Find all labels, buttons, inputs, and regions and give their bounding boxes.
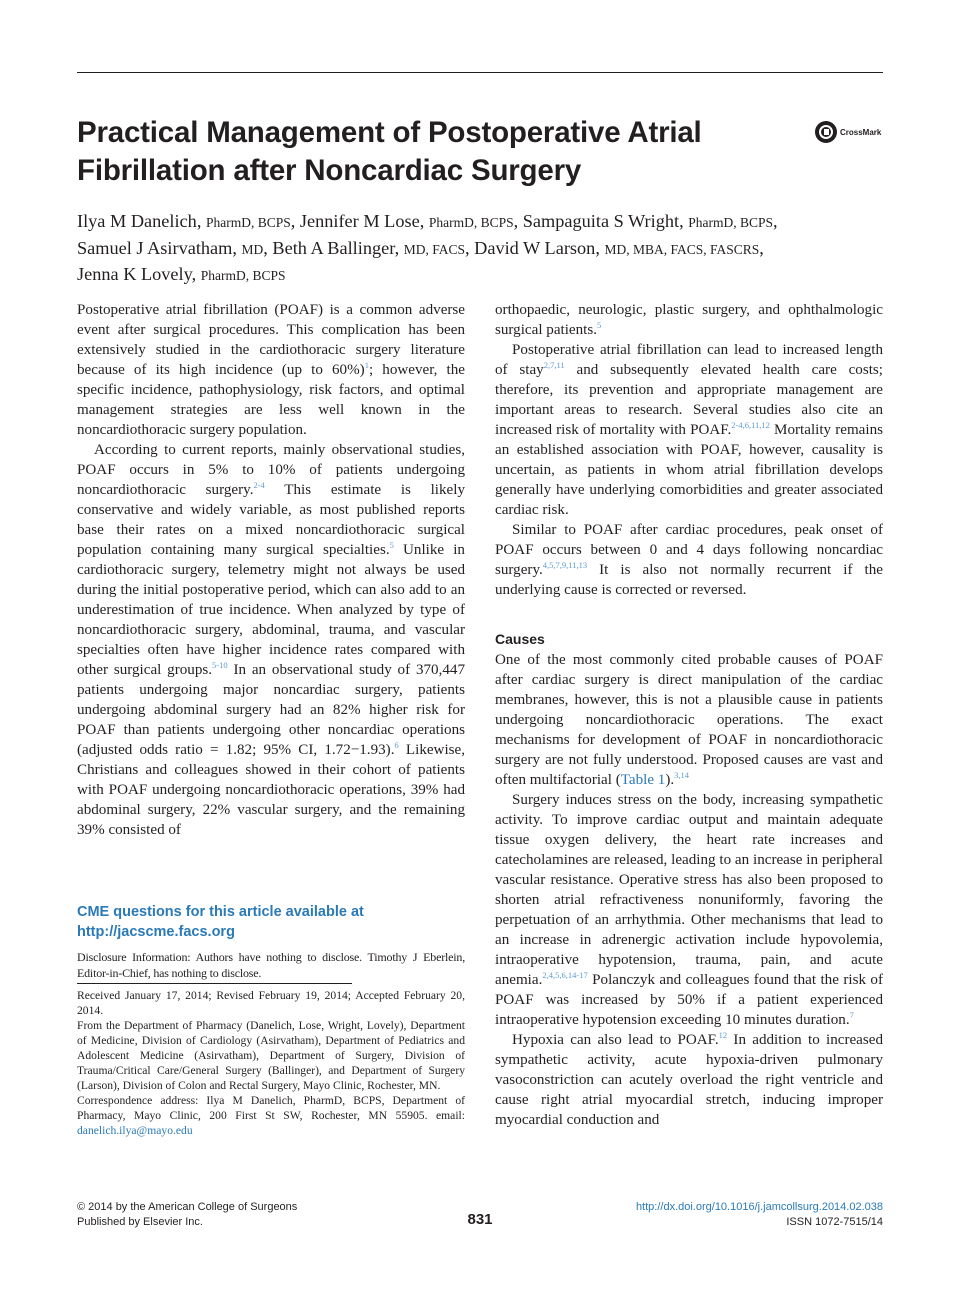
citation[interactable]: 4,5,7,9,11,13 bbox=[542, 559, 588, 570]
crossmark-badge[interactable] bbox=[815, 121, 881, 143]
section-heading-causes: Causes bbox=[495, 631, 545, 647]
citation[interactable]: 5 bbox=[597, 319, 602, 330]
paragraph: Hypoxia can also lead to POAF.$^{12}$ In addition to increased sympathetic activity, acute hypoxia-driven pulmonary vasoconstriction can acutely overload the right ventricle and cause right atrial myocardial stretch, inducing improper myocardial conduction and bbox=[495, 1029, 883, 1128]
paragraph: Surgery induces stress on the body, increasing sympathetic activity. To improve cardiac output and maintain adequate tissue oxygen delivery, the heart rate increases and catecholamines are released, leading to an increase in peripheral vascular resistance. Operative stress has also been proposed to shorten atrial refractiveness nonuniformly, favoring the perpetuation of an arrhythmia. Other mechanisms that lead to an increase in adrenergic activation include hypovolemia, intraoperative hypotension, trauma, pain, and acute anemia.$^{2,4,5,6,14-17}$ Polanczyk and colleagues found that the risk of POAF was increased by 50% if a patient experienced intraoperative hypotension exceeding 10 minutes duration.$^7$ bbox=[495, 792, 883, 1028]
email-link[interactable]: danelich.ilya@mayo.edu bbox=[77, 1124, 193, 1137]
author-degree: MD, MBA, FACS, FASCRS bbox=[604, 241, 760, 257]
article-notes bbox=[77, 988, 465, 1138]
author-degree: MD bbox=[241, 241, 264, 257]
author-list: Ilya M Danelich, PharmD, BCPS, Jennifer M Lose, PharmD, BCPS, Sampaguita S Wright, PharmD, BCPS, Samuel J Asirvatham, MD, Beth A Ballinger, MD, FACS, David W Larson, MD, MBA, FACS, FASCRS, Jenna K Lovely, PharmD, BCPS bbox=[77, 211, 778, 284]
citation[interactable]: 2-4,6,11,12 bbox=[731, 419, 770, 430]
author-name: David W Larson bbox=[474, 237, 596, 258]
disclosure-text: Disclosure Information: Authors have nothing to disclose. Timothy J Eberlein, Editor-in-Chief, has nothing to disclose. bbox=[77, 950, 465, 980]
affiliations: From the Department of Pharmacy (Danelich, Lose, Wright, Lovely), Department of Medicine, Division of Cardiology (Asirvatham), Department of Pediatrics and Adolescent Medicine (Asirvatham), Department of Surgery, Division of Trauma/Critical Care/General Surgery (Ballinger), and Department of Surgery (Larson), Division of Colon and Rectal Surgery, Mayo Clinic, Rochester, MN. bbox=[77, 1019, 465, 1092]
author-degree: MD, FACS bbox=[403, 241, 465, 257]
left-column bbox=[77, 300, 465, 840]
paragraph: Similar to POAF after cardiac procedures, peak onset of POAF occurs between 0 and 4 days following noncardiac surgery.$^{4,5,7,9,11,13}$ It is also not normally recurrent if the underlying cause is corrected or reversed. bbox=[495, 522, 883, 598]
citation[interactable]: 6 bbox=[394, 739, 399, 750]
footer-right bbox=[636, 1200, 883, 1230]
correspondence: Correspondence address: Ilya M Danelich, PharmD, BCPS, Department of Pharmacy, Mayo Clinic, 200 First St SW, Rochester, MN 55905. email: danelich.ilya@mayo.edu bbox=[77, 1094, 465, 1137]
author-name: Samuel J Asirvatham bbox=[77, 237, 233, 258]
author-name: Sampaguita S Wright bbox=[522, 211, 680, 231]
author-degree: PharmD, BCPS bbox=[205, 215, 291, 230]
cme-text: CME questions for this article available at bbox=[77, 904, 364, 920]
citation[interactable]: 2-4 bbox=[253, 479, 265, 490]
crossmark-label: CrossMark bbox=[840, 127, 882, 137]
received-dates: Received January 17, 2014; Revised February 19, 2014; Accepted February 20, 2014. bbox=[77, 989, 465, 1017]
citation[interactable]: 3,14 bbox=[674, 769, 690, 780]
cme-link[interactable]: http://jacscme.facs.org bbox=[77, 924, 235, 940]
publisher: Published by Elsevier Inc. bbox=[77, 1216, 203, 1228]
citation[interactable]: 5 bbox=[389, 539, 394, 550]
citation[interactable]: 7 bbox=[849, 1009, 854, 1020]
citation[interactable]: 2,4,5,6,14-17 bbox=[542, 969, 588, 980]
top-rule bbox=[77, 72, 883, 73]
citation[interactable]: 1 bbox=[364, 359, 369, 370]
citation[interactable]: 12 bbox=[718, 1029, 728, 1040]
author-degree: PharmD, BCPS bbox=[200, 268, 286, 283]
citation[interactable]: 5-10 bbox=[212, 659, 228, 670]
doi-link[interactable]: http://dx.doi.org/10.1016/j.jamcollsurg.2014.02.038 bbox=[635, 1201, 883, 1213]
author-degree: PharmD, BCPS bbox=[688, 215, 774, 230]
author-name: Beth A Ballinger bbox=[272, 237, 395, 258]
page-number: 831 bbox=[467, 1211, 493, 1228]
paragraph: orthopaedic, neurologic, plastic surgery, and ophthalmologic surgical patients.$^5$ bbox=[495, 302, 883, 338]
cme-notice bbox=[77, 902, 465, 942]
footnote-rule bbox=[77, 983, 352, 984]
author-name: Jenna K Lovely bbox=[77, 264, 192, 284]
paragraph: Postoperative atrial fibrillation can lead to increased length of stay$^{2,7,11}$ and subsequently elevated health care costs; therefore, its prevention and appropriate management are important areas to research. Several studies also cite an increased risk of mortality with POAF.$^{2-4,6,11,12}$ Mortality remains an established association with POAF, however, causality is uncertain, as patients in whom atrial fibrillation develops generally have underlying comorbidities and greater associated cardiac risk. bbox=[495, 342, 883, 518]
copyright: © 2014 by the American College of Surgeons bbox=[77, 1201, 298, 1213]
citation[interactable]: 2,7,11 bbox=[543, 359, 565, 370]
paragraph: One of the most commonly cited probable causes of POAF after cardiac surgery is direct manipulation of the cardiac membranes, however, this is not a plausible cause in patients undergoing noncardiothoracic operations. The exact mechanisms for development of POAF in noncardiothoracic surgery are not fully understood. Proposed causes are vast and often multifactorial (Table 1).$^{3,14}$ bbox=[495, 652, 883, 788]
paragraph: According to current reports, mainly observational studies, POAF occurs in 5% to 10% of patients undergoing noncardiothoracic surgery.$^{2-4}$ This estimate is likely conservative and widely variable, as most published reports base their rates on a mixed noncardiothoracic surgical population containing many surgical specialties.$^5$ Unlike in cardiothoracic surgery, telemetry might not always be used during the initial postoperative period, which can also add to an underestimation of true incidence. When analyzed by type of noncardiothoracic surgery, abdominal, trauma, and vascular specialties often have higher incidence rates compared with other surgical groups.$^{5-10}$ In an observational study of 370,447 patients undergoing major noncardiac surgery, patients undergoing abdominal surgery had an 82% higher risk for POAF than patients undergoing other noncardiac operations (adjusted odds ratio = 1.82; 95% CI, 1.72−1.93).$^6$ Likewise, Christians and colleagues showed in their cohort of patients with POAF undergoing noncardiothoracic operations, 39% had abdominal surgery, 22% vascular surgery, and the remaining 39% consisted of bbox=[77, 442, 466, 838]
author-degree: PharmD, BCPS bbox=[428, 215, 514, 230]
table-link[interactable]: Table 1 bbox=[620, 772, 666, 788]
article-title: Practical Management of Postoperative Atrial Fibrillation after Noncardiac Surgery bbox=[77, 116, 702, 187]
author-name: Jennifer M Lose bbox=[299, 211, 420, 231]
paragraph: Postoperative atrial fibrillation (POAF) is a common adverse event after surgical procedures. This complication has been extensively studied in the cardiothoracic surgery literature because of its high incidence (up to 60%)$^1$; however, the specific incidence, pathophysiology, risk factors, and optimal management strategies are less well known in the noncardiothoracic surgery population. bbox=[77, 302, 465, 438]
author-name: Ilya M Danelich bbox=[77, 211, 197, 231]
issn: ISSN 1072-7515/14 bbox=[786, 1216, 883, 1228]
right-column bbox=[495, 300, 883, 1130]
crossmark-icon bbox=[815, 121, 837, 143]
